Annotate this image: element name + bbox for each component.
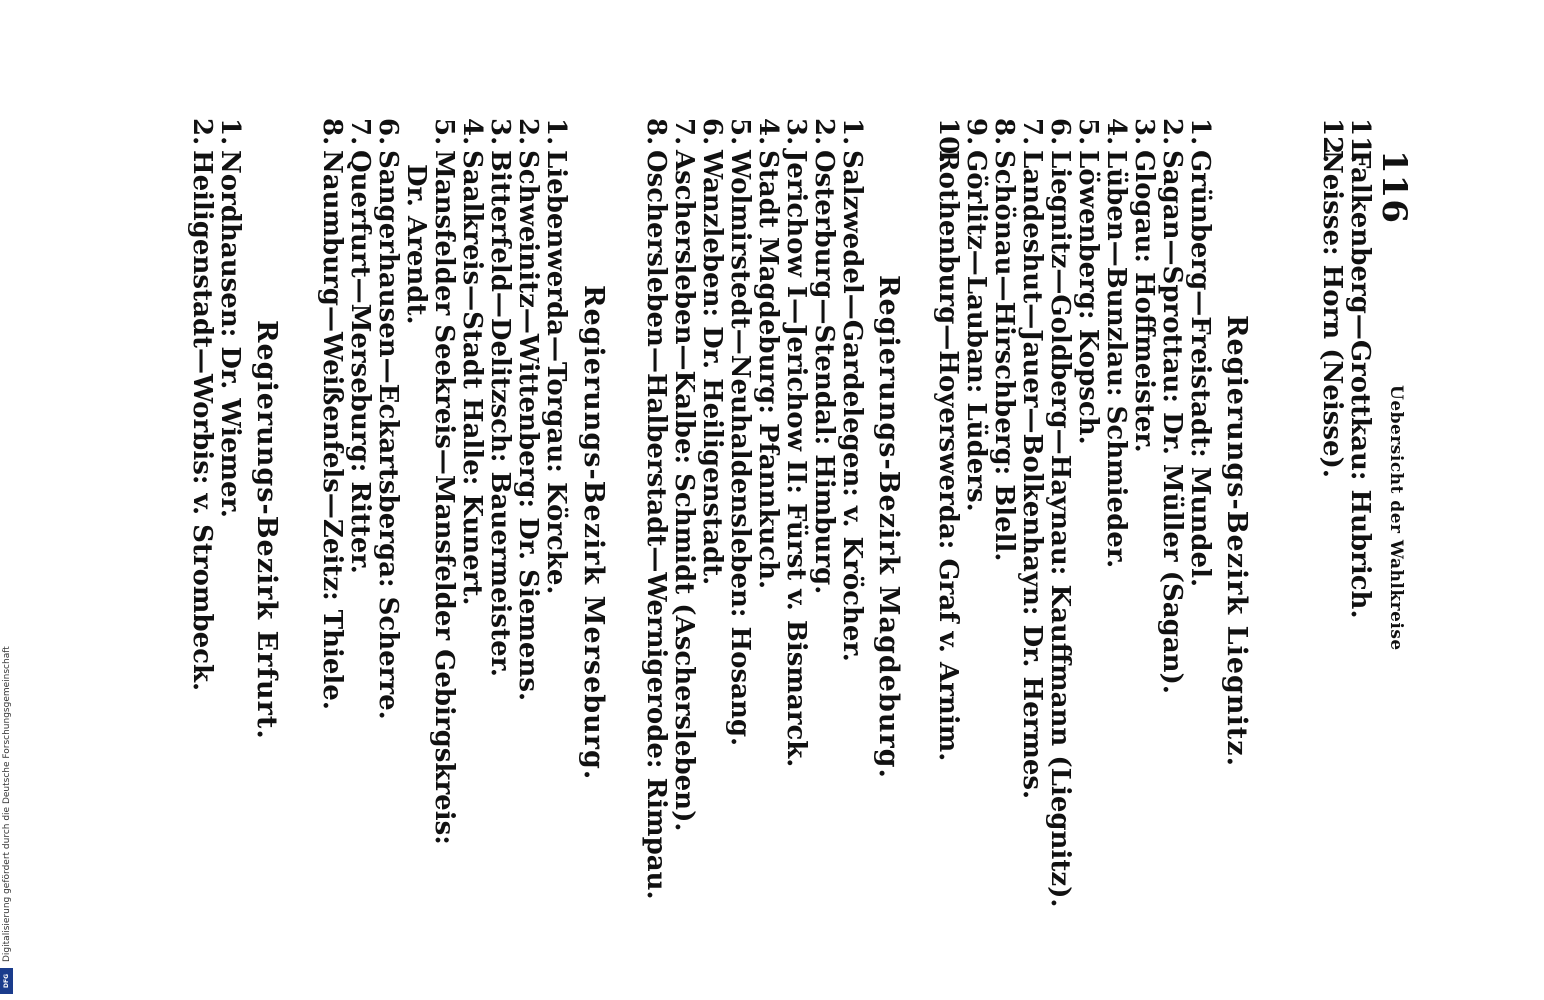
- page-number: 116: [1374, 150, 1414, 224]
- item-text: Grünberg—Freistadt: Mundel.: [1185, 150, 1215, 587]
- item-number: 4.: [753, 118, 783, 146]
- list-item: [458, 118, 486, 605]
- credit-text: Digitalisierung gefördert durch die Deutsche Forschungsgemeinschaft: [2, 646, 12, 962]
- item-number: 8.: [317, 118, 347, 146]
- dfg-logo: DFG: [0, 968, 13, 994]
- list-item: [934, 118, 962, 761]
- section-heading-magdeburg: Regierungs-Bezirk Magdeburg.: [873, 275, 904, 779]
- item-text: Saalkreis—Stadt Halle: Kunert.: [457, 150, 487, 606]
- item-text: Heiligenstadt—Worbis: v. Strombeck.: [187, 150, 217, 692]
- item-number: 7.: [669, 118, 699, 146]
- item-number: 5.: [725, 118, 755, 146]
- item-number: 5.: [1073, 118, 1103, 146]
- item-number: 6.: [697, 118, 727, 146]
- item-number: 9.: [961, 118, 991, 146]
- list-item: [698, 118, 726, 585]
- item-text: Salzwedel—Gardelegen: v. Kröcher.: [837, 150, 867, 662]
- item-text: Sangerhausen—Eckartsberga: Scherre.: [373, 150, 403, 720]
- item-number: 2.: [809, 118, 839, 146]
- section-heading-merseburg: Regierungs-Bezirk Merseburg.: [578, 285, 609, 781]
- list-item: [1186, 118, 1214, 587]
- item-text: Landeshut—Jauer—Bolkenhayn: Dr. Hermes.: [1017, 150, 1047, 800]
- item-number: 6.: [1045, 118, 1075, 146]
- item-text: Nordhausen: Dr. Wiemer.: [215, 150, 245, 518]
- item-number: 2.: [1157, 118, 1187, 146]
- running-head: [1374, 150, 1414, 900]
- item-number: 6.: [373, 118, 403, 146]
- list-item: [318, 118, 346, 710]
- item-text: Querfurt—Merseburg: Ritter.: [345, 150, 375, 574]
- item-text: Stadt Magdeburg: Pfannkuch.: [753, 150, 783, 590]
- item-text: Oschersleben—Halberstadt—Wernigerode: Rimpau.: [641, 150, 671, 900]
- running-title: Uebersicht der Wahlkreise: [1386, 385, 1406, 651]
- item-text: Bitterfeld—Delitzsch: Bauermeister.: [485, 150, 515, 677]
- list-item: [642, 118, 670, 900]
- list-item: [962, 118, 990, 512]
- list-item: [1318, 118, 1346, 478]
- item-number: 7.: [345, 118, 375, 146]
- item-text: Neisse: Horn (Neisse).: [1317, 150, 1347, 478]
- item-number: 3.: [1129, 118, 1159, 146]
- list-item: [188, 118, 216, 691]
- item-text: Dr. Arendt.: [401, 164, 431, 325]
- list-item: [782, 118, 810, 767]
- list-item: [216, 118, 244, 518]
- item-text: Aschersleben—Kalbe: Schmidt (Aschersleben).: [669, 150, 699, 832]
- list-item: [402, 132, 430, 325]
- list-item: [990, 118, 1018, 561]
- item-text: Wolmirstedt—Neuhaldensleben: Hosang.: [725, 150, 755, 747]
- list-item: [514, 118, 542, 701]
- item-number: 4.: [1101, 118, 1131, 146]
- list-item: [670, 118, 698, 831]
- item-text: Lüben—Bunzlau: Schmieder.: [1101, 150, 1131, 569]
- item-number: 12.: [1317, 118, 1347, 164]
- item-number: 7.: [1017, 118, 1047, 146]
- item-number: 8.: [989, 118, 1019, 146]
- item-number: 8.: [641, 118, 671, 146]
- item-number: 4.: [457, 118, 487, 146]
- item-number: 2.: [513, 118, 543, 146]
- item-number: 2.: [187, 118, 217, 146]
- item-text: Jerichow I—Jerichow II: Fürst v. Bismarck.: [781, 150, 811, 768]
- item-number: 11.: [1345, 118, 1375, 164]
- list-item: [1102, 118, 1130, 568]
- item-text: Görlitz—Lauban: Lüders.: [961, 150, 991, 512]
- list-item: [486, 118, 514, 677]
- item-text: Schweinitz—Wittenberg: Dr. Siemens.: [513, 150, 543, 702]
- item-number: 1.: [837, 118, 867, 146]
- item-text: Falkenberg—Grottkau: Hubrich.: [1345, 150, 1375, 619]
- item-number: 3.: [485, 118, 515, 146]
- item-text: Sagan—Sprottau: Dr. Müller (Sagan).: [1157, 150, 1187, 694]
- item-text: Osterburg—Stendal: Himburg.: [809, 150, 839, 595]
- credit-strip: [0, 0, 14, 1000]
- item-text: Schönau—Hirschberg: Blell.: [989, 150, 1019, 562]
- item-text: Liegnitz—Goldberg—Haynau: Kauffmann (Liegnitz).: [1045, 150, 1075, 908]
- item-text: Löwenberg: Kopsch.: [1073, 150, 1103, 445]
- list-item: [1074, 118, 1102, 445]
- list-item: [1346, 118, 1374, 619]
- item-text: Rothenburg—Hoyerswerda: Graf v. Arnim.: [933, 150, 963, 762]
- item-number: 1.: [541, 118, 571, 146]
- item-text: Liebenwerda—Torgau: Körcke.: [541, 150, 571, 595]
- list-item: [1046, 118, 1074, 907]
- section-heading-erfurt: Regierungs-Bezirk Erfurt.: [251, 320, 282, 740]
- list-item: [542, 118, 570, 594]
- section-heading-liegnitz: Regierungs-Bezirk Liegnitz.: [1221, 315, 1252, 768]
- item-text: Mansfelder Seekreis—Mansfelder Gebirgskreis:: [429, 150, 459, 845]
- item-number: 10.: [933, 118, 963, 164]
- list-item: [374, 118, 402, 720]
- item-number: 3.: [781, 118, 811, 146]
- list-item: [726, 118, 754, 746]
- list-item: [838, 118, 866, 662]
- list-item: [1158, 118, 1186, 694]
- item-text: Glogau: Hoffmeister.: [1129, 150, 1159, 453]
- item-text: Naumburg—Weißenfels—Zeitz: Thiele.: [317, 150, 347, 710]
- list-item: [1130, 118, 1158, 453]
- item-number: 1.: [1185, 118, 1215, 146]
- list-item: [810, 118, 838, 594]
- list-item: [754, 118, 782, 589]
- item-number: 1.: [215, 118, 245, 146]
- list-item: [430, 118, 458, 845]
- list-item: [1018, 118, 1046, 799]
- item-text: Wanzleben: Dr. Heiligenstadt.: [697, 150, 727, 586]
- item-number: 5.: [429, 118, 459, 146]
- list-item: [346, 118, 374, 574]
